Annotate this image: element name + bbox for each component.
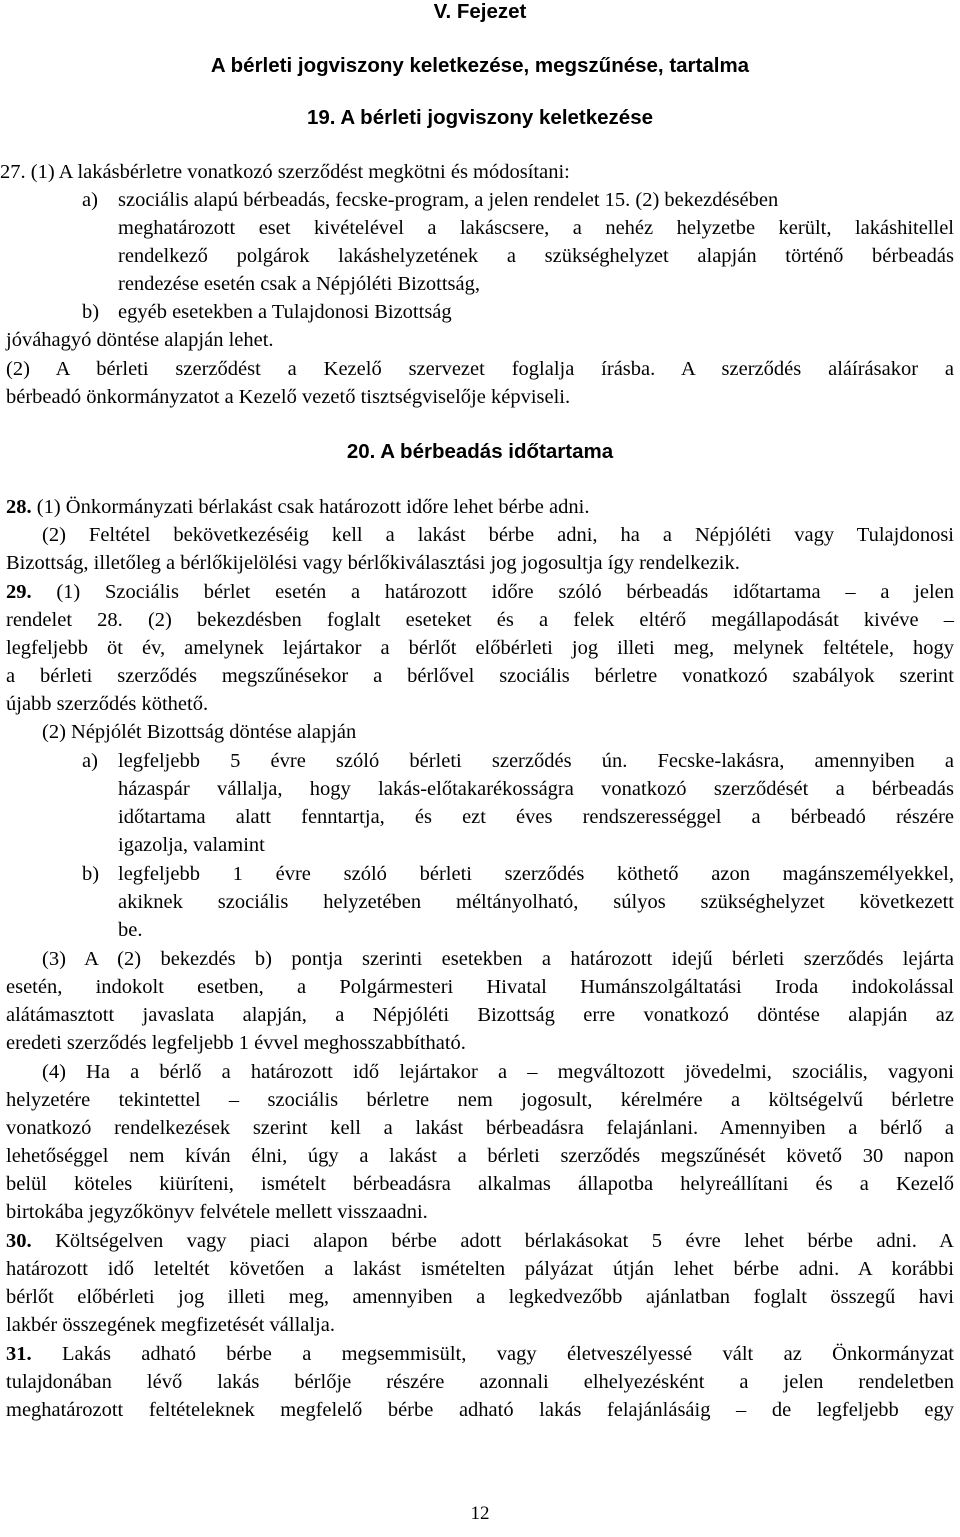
paragraph-28-2: (2) Feltétel bekövetkezéséig kell a lakást bérbe adni, ha a Népjóléti vagy Tulajdonosi — [42, 524, 954, 546]
text-line: bérbeadó önkormányzatot a Kezelő vezető tisztségviselője képviseli. — [6, 386, 571, 408]
text-line: birtokába jegyzőkönyv felvétele mellett visszaadni. — [6, 1201, 428, 1223]
paragraph-31: 31. Lakás adható bérbe a megsemmisült, vagy életveszélyessé vált az Önkormányzat — [6, 1343, 954, 1365]
text-line: esetén, indokolt esetben, a Polgármesteri Hivatal Humánszolgáltatási Iroda indokolással — [6, 976, 954, 998]
list-label-a: a) — [82, 750, 98, 772]
text-line: rendezése esetén csak a Népjóléti Bizottság, — [118, 273, 481, 295]
list-label-b: b) — [82, 863, 100, 885]
text-line: tulajdonában lévő lakás bérlője részére azonnali elhelyezésként a jelen rendeletben — [6, 1371, 954, 1393]
text-line: újabb szerződés köthető. — [6, 693, 209, 715]
text-line: rendelet 28. (2) bekezdésben foglalt eseteket és a felek eltérő megállapodását kivéve – — [6, 609, 954, 631]
chapter-title: A bérleti jogviszony keletkezése, megszűnése, tartalma — [210, 54, 750, 77]
text-line: meghatározott feltételeknek megfelelő bérbe adható lakás felajánlásáig – de legfeljebb egy — [6, 1399, 954, 1421]
text-line: legfeljebb öt év, amelynek lejártakor a bérlőt előbérleti jog illeti meg, melynek feltétele, hogy — [6, 637, 954, 659]
text-line: helyzetére tekintettel – szociális bérletre nem jogosult, kérelmére a költségelvű bérletre — [6, 1089, 954, 1111]
page-number: 12 — [470, 1503, 490, 1524]
text-line: rendelkező polgárok lakáshelyzetének a szükséghelyzet alapján történő bérbeadás — [118, 245, 954, 267]
section-19-heading: 19. A bérleti jogviszony keletkezése — [307, 106, 653, 129]
paragraph-30: 30. Költségelven vagy piaci alapon bérbe adott bérlakásokat 5 évre lehet bérbe adni. A — [6, 1230, 954, 1252]
paragraph-29-1: 29. (1) Szociális bérlet esetén a határozott időre szóló bérbeadás időtartama – a jelen — [6, 581, 954, 603]
text-line: eredeti szerződés legfeljebb 1 évvel meghosszabbítható. — [6, 1032, 466, 1054]
text-line: Bizottság, illetőleg a bérlőkijelölési vagy bérlőkiválasztási jog jogosultja így rendelkezik. — [6, 552, 740, 574]
text-line: határozott idő leteltét követően a lakást ismételten pályázat útján lehet bérbe adni. A korábbi — [6, 1258, 954, 1280]
paragraph-29-3: (3) A (2) bekezdés b) pontja szerinti esetekben a határozott idejű bérleti szerződés lejárta — [42, 948, 954, 970]
paragraph-28-1: 28. (1) Önkormányzati bérlakást csak határozott időre lehet bérbe adni. — [6, 496, 590, 518]
text-line: időtartama alatt fenntartja, és ezt éves rendszerességgel a bérbeadó részére — [118, 806, 954, 828]
text-line: akiknek szociális helyzetében méltányolható, súlyos szükséghelyzet következett — [118, 891, 954, 913]
text-line: igazolja, valamint — [118, 834, 265, 856]
text-line: meghatározott eset kivételével a lakáscsere, a nehéz helyzetbe került, lakáshitellel — [118, 217, 954, 239]
text-line: bérlőt előbérleti jog illeti meg, amennyiben a legkedvezőbb ajánlatban foglalt összegű havi — [6, 1286, 954, 1308]
text-line: be. — [118, 919, 143, 941]
text-line: alátámasztott javaslata alapján, a Népjóléti Bizottság erre vonatkozó döntése alapján az — [6, 1004, 954, 1026]
text-line: házaspár vállalja, hogy lakás-előtakarékosságra vonatkozó szerződését a bérbeadás — [118, 778, 954, 800]
section-20-heading: 20. A bérbeadás időtartama — [346, 440, 614, 463]
document-page: V. Fejezet A bérleti jogviszony keletkezése, megszűnése, tartalma 19. A bérleti jogviszony keletkezése 27. (1) A lakásbérletre vonatkozó szerződést megkötni és módosítani: a) szociális alapú bérbeadás, fecske-program, a jelen rendelet 15. (2) bekezdésében meghatározott eset kivételével a lakáscsere, a nehéz helyzetbe került, lakáshitellel rendelkező polgárok lakáshelyzetének a szükséghelyzet alapján történő bérbeadás rendezése esetén csak a Népjóléti Bizottság, b) egyéb esetekben a Tulajdonosi Bizottság jóváhagyó döntése alapján lehet. (2) A bérleti szerződést a Kezelő szervezet foglalja írásba. A szerződés aláírásakor a bérbeadó önkormányzatot a Kezelő vezető tisztségviselője képviseli. 20. A bérbeadás időtartama 28. (1) Önkormányzati bérlakást csak határozott időre lehet bérbe adni. (2) Feltétel bekövetkezéséig kell a lakást bérbe adni, ha a Népjóléti vagy Tulajdonosi Bizottság, illetőleg a bérlőkijelölési vagy bérlőkiválasztási jog jogosultja így rendelkezik. 29. (1) Szociális bérlet esetén a határozott időre szóló bérbeadás időtartama – a jelen rendelet 28. (2) bekezdésben foglalt eseteket és a felek eltérő megállapodását kivéve – legfeljebb öt év, amelynek lejártakor a bérlőt előbérleti jog illeti meg, melynek feltétele, hogy a bérleti szerződés megszűnésekor a bérlővel szociális bérletre vonatkozó szabályok szerint újabb szerződés köthető. (2) Népjólét Bizottság döntése alapján a) legfeljebb 5 évre szóló bérleti szerződés ún. Fecske-lakásra, amennyiben a házaspár vállalja, hogy lakás-előtakarékosságra vonatkozó szerződését a bérbeadás időtartama alatt fenntartja, és ezt éves rendszerességgel a bérbeadó részére igazolja, valamint b) legfeljebb 1 évre szóló bérleti szerződés köthető azon magánszemélyekkel, akiknek szociális helyzetében méltányolható, súlyos szükséghelyzet következett be. (3) A (2) bekezdés b) pontja szerinti esetekben a határozott idejű bérleti szerződés lejárta esetén, indokolt esetben, a Polgármesteri Hivatal Humánszolgáltatási Iroda indokolással alátámasztott javaslata alapján, a Népjóléti Bizottság erre vonatkozó döntése alapján az eredeti szerződés legfeljebb 1 évvel meghosszabbítható. (4) Ha a bérlő a határozott idő lejártakor a – megváltozott jövedelmi, szociális, vagyoni helyzetére tekintettel – szociális bérletre nem jogosult, kérelmére a költségelvű bérletre vonatkozó rendelkezések szerint kell a lakást bérbeadásra felajánlani. Amennyiben a bérlő a lehetőséggel nem kíván élni, úgy a lakást a bérleti szerződés megszűnését követő 30 napon belül köteles kiüríteni, ismételt bérbeadásra alkalmas állapotba helyreállítani és a Kezelő birtokába jegyzőkönyv felvétele mellett visszaadni. 30. Költségelven vagy piaci alapon bérbe adott bérlakásokat 5 évre lehet bérbe adni. A határozott idő leteltét követően a lakást ismételten pályázat útján lehet bérbe adni. A korábbi bérlőt előbérleti jog illeti meg, amennyiben a legkedvezőbb ajánlatban foglalt összegű havi lakbér összegének megfizetését vállalja. 31. Lakás adható bérbe a megsemmisült, vagy életveszélyessé vált az Önkormányzat tulajdonában lévő lakás bérlője részére azonnali elhelyezésként a jelen rendeletben meghatározott feltételeknek megfelelő bérbe adható lakás felajánlásáig – de legfeljebb egy 12 — [0, 0, 960, 1537]
paragraph-27-2: (2) A bérleti szerződést a Kezelő szervezet foglalja írásba. A szerződés aláírásakor a — [6, 358, 954, 380]
list-label-a: a) — [82, 189, 98, 211]
text-line: lakbér összegének megfizetését vállalja. — [6, 1314, 335, 1336]
text-line: a bérleti szerződés megszűnésekor a bérlővel szociális bérletre vonatkozó szabályok szerint — [6, 665, 954, 687]
text-line: lehetőséggel nem kíván élni, úgy a lakást a bérleti szerződés megszűnését követő 30 napon — [6, 1145, 954, 1167]
paragraph-29-4: (4) Ha a bérlő a határozott idő lejártakor a – megváltozott jövedelmi, szociális, vagyoni — [42, 1061, 954, 1083]
text-line: vonatkozó rendelkezések szerint kell a lakást bérbeadásra felajánlani. Amennyiben a bérlő a — [6, 1117, 954, 1139]
paragraph-27-1: 27. (1) A lakásbérletre vonatkozó szerződést megkötni és módosítani: — [0, 161, 570, 183]
list-label-b: b) — [82, 301, 100, 323]
text-line: belül köteles kiüríteni, ismételt bérbeadásra alkalmas állapotba helyreállítani és a Kezelő — [6, 1173, 954, 1195]
chapter-heading: V. Fejezet — [433, 0, 527, 23]
paragraph-29-2: (2) Népjólét Bizottság döntése alapján — [42, 721, 357, 743]
text-line: jóváhagyó döntése alapján lehet. — [6, 329, 274, 351]
